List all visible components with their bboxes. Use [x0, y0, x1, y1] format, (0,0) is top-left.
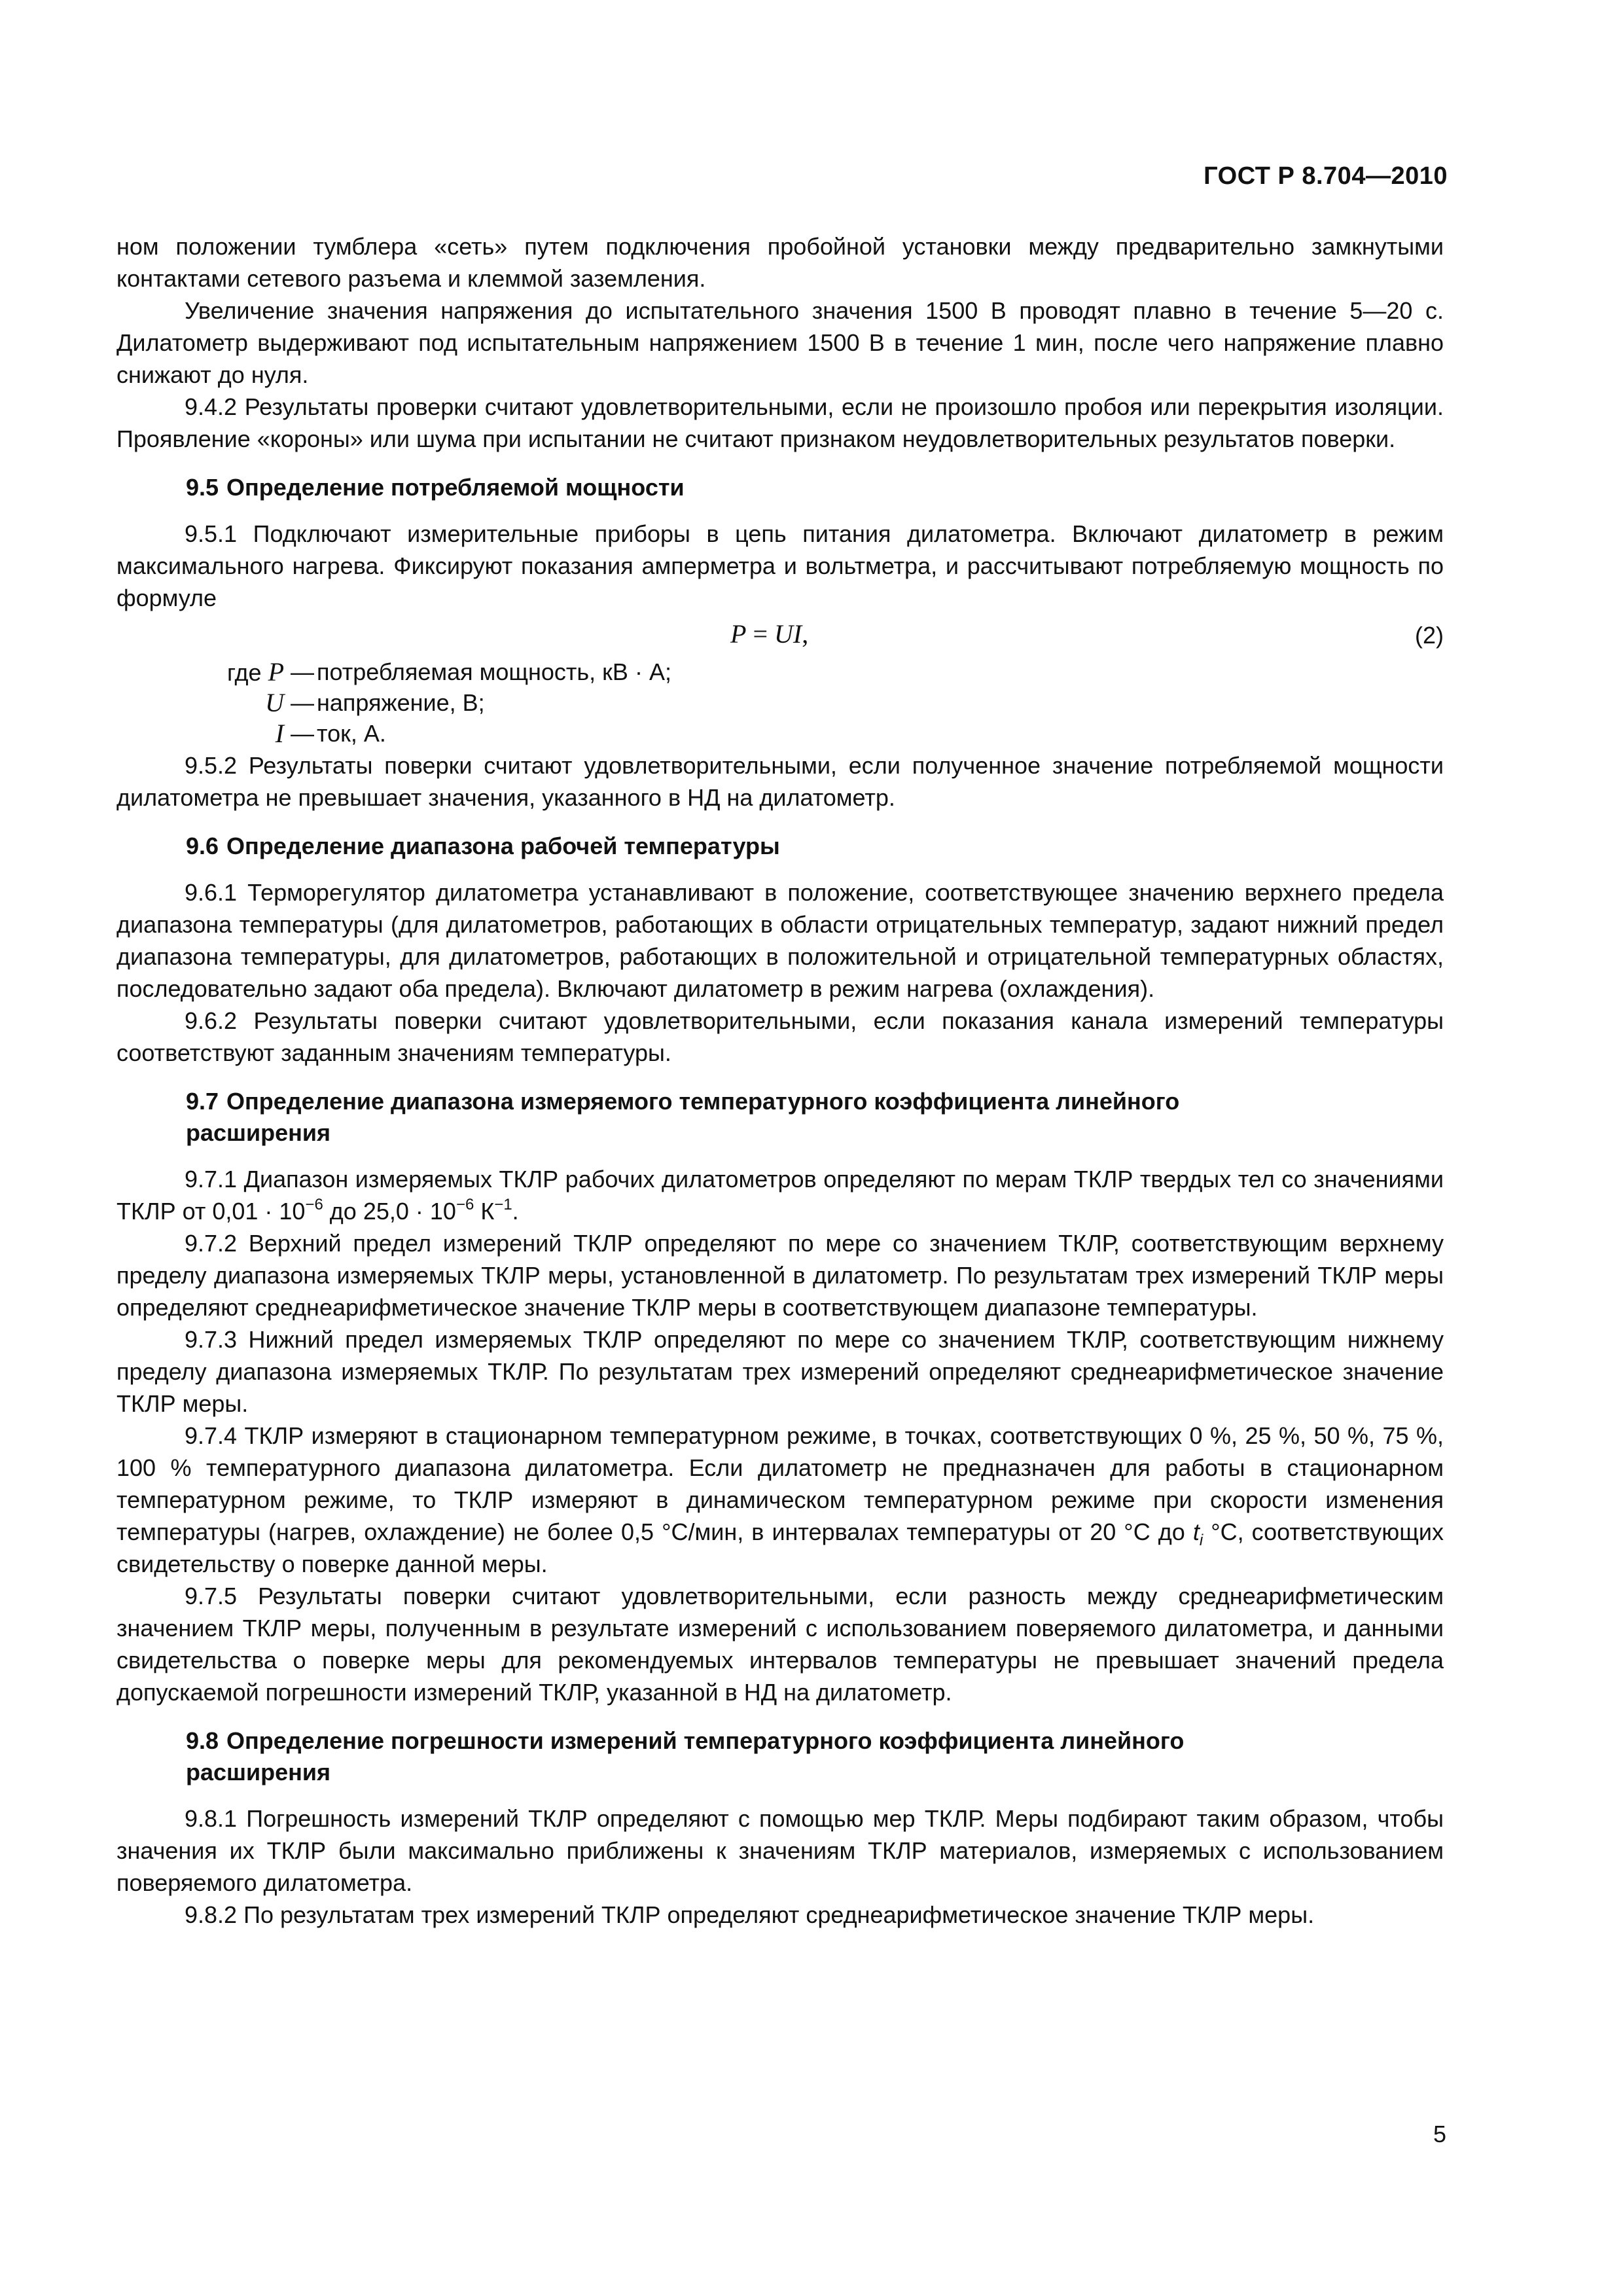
paragraph-9-7-3: 9.7.3 Нижний предел измеряемых ТКЛР определяют по мере со значением ТКЛР, соответствующим нижнему пределу диапазона измеряемых ТКЛР. По результатам трех измерений определяют среднеарифметическое значение ТКЛР меры.: [116, 1326, 1444, 1417]
heading-9-7: [186, 1086, 1444, 1149]
variable-definition-row: [116, 719, 1444, 749]
heading-9-6: [186, 831, 1444, 862]
text-run: °С, соответствующих свидетельству о поверке данной меры.: [116, 1518, 1444, 1577]
paragraph-9-8-2: 9.8.2 По результатам трех измерений ТКЛР определяют среднеарифметическое значение ТКЛР меры.: [185, 1901, 1315, 1928]
variable-description: ток, А.: [317, 720, 386, 747]
text-run: .: [512, 1198, 519, 1225]
variable-t: t: [1192, 1518, 1200, 1545]
superscript: −6: [455, 1196, 474, 1213]
document-body: [116, 230, 1444, 1931]
paragraph-9-7-2: 9.7.2 Верхний предел измерений ТКЛР определяют по мере со значением ТКЛР, соответствующим верхнему пределу диапазона измеряемых ТКЛР меры, установленной в дилатометр. По результатам трех измерений ТКЛР меры определяют среднеарифметическое значение ТКЛР меры в соответствующем диапазоне температуры.: [116, 1230, 1444, 1321]
paragraph-9-5-2: 9.5.2 Результаты поверки считают удовлетворительными, если полученное значение потребляемой мощности дилатометра не превышает значения, указанного в НД на дилатометр.: [116, 752, 1444, 811]
paragraph-9-7-5: 9.7.5 Результаты поверки считают удовлетворительными, если разность между среднеарифметическим значением ТКЛР меры, полученным в результате измерений с использованием поверяемого дилатометра, и данными свидетельства о поверке меры для рекомендуемых интервалов температуры не превышает значений предела допускаемой погрешности измерений ТКЛР, указанной в НД на дилатометр.: [116, 1583, 1444, 1706]
superscript: −1: [494, 1196, 512, 1213]
text-run: 9.7.1 Диапазон измеряемых ТКЛР рабочих дилатометров определяют по мерам ТКЛР твердых тел со значениями ТКЛР от 0,01 · 10: [116, 1166, 1444, 1225]
heading-text: Определение потребляемой мощности: [226, 474, 685, 501]
paragraph-continuation: ном положении тумблера «сеть» путем подключения пробойной установки между предварительно замкнутыми контактами сетевого разъема и клеммой заземления.: [116, 233, 1444, 292]
heading-9-8: [186, 1725, 1444, 1788]
heading-text-line2: расширения: [186, 1119, 331, 1146]
formula-2: [116, 617, 1444, 656]
variable-symbol: [116, 657, 291, 688]
paragraph-9-7-1: [116, 1163, 1444, 1227]
paragraph-9-5-1: 9.5.1 Подключают измерительные приборы в цепь питания дилатометра. Включают дилатометр в режим максимального нагрева. Фиксируют показания амперметра и вольтметра, и рассчитывают потребляемую мощность по формуле: [116, 520, 1444, 611]
paragraph-9-8-1: 9.8.1 Погрешность измерений ТКЛР определяют с помощью мер ТКЛР. Меры подбирают таким образом, чтобы значения их ТКЛР были максимально приближены к значениям ТКЛР материалов, измеряемых с использованием поверяемого дилатометра.: [116, 1805, 1444, 1896]
variable-definition-row: [116, 688, 1444, 719]
variable-description: потребляемая мощность, кВ · А;: [317, 658, 671, 685]
text-run: до 25,0 · 10: [323, 1198, 456, 1225]
text-run: К: [474, 1198, 495, 1225]
where-prefix: где: [227, 659, 262, 686]
document-header: ГОСТ Р 8.704—2010: [1204, 162, 1448, 190]
paragraph-9-7-4: [116, 1420, 1444, 1580]
paragraph-9-4-2: 9.4.2 Результаты проверки считают удовлетворительными, если не произошло пробоя или перекрытия изоляции. Проявление «короны» или шума при испытании не считают признаком неудовлетворительных результатов поверки.: [116, 393, 1444, 452]
heading-number: 9.8: [186, 1727, 219, 1754]
formula-lhs: P: [730, 619, 747, 649]
variable-name: P: [268, 657, 284, 687]
variable-name: I: [275, 719, 284, 748]
variable-definition-row: [116, 657, 1444, 688]
paragraph-voltage-increase: Увеличение значения напряжения до испытательного значения 1500 В проводят плавно в течение 5—20 с. Дилатометр выдерживают под испытательным напряжением 1500 В в течение 1 мин, после чего напряжение плавно снижают до нуля.: [116, 297, 1444, 388]
definition-dash: —: [291, 720, 314, 747]
superscript: −6: [305, 1196, 323, 1213]
text-run: 9.7.4 ТКЛР измеряют в стационарном температурном режиме, в точках, соответствующих 0 %, 25 %, 50 %, 75 %, 100 % температурного диапазона дилатометра. Если дилатометр не предназначен для работы в стационарном температурном режиме, то ТКЛР измеряют в динамическом температурном режиме при скорости изменения температуры (нагрев, охлаждение) не более 0,5 °С/мин, в интервалах температуры от 20 °С до: [116, 1422, 1444, 1545]
paragraph-9-6-2: 9.6.2 Результаты поверки считают удовлетворительными, если показания канала измерений температуры соответствуют заданным значениям температуры.: [116, 1007, 1444, 1066]
variable-name: U: [265, 688, 284, 717]
formula-equals: =: [746, 619, 774, 649]
definition-dash: —: [291, 689, 314, 716]
heading-text: Определение погрешности измерений температурного коэффициента линейного: [226, 1727, 1185, 1754]
formula-tail: ,: [802, 619, 809, 649]
variable-description: напряжение, В;: [317, 689, 485, 716]
heading-number: 9.6: [186, 833, 219, 859]
heading-number: 9.5: [186, 474, 219, 501]
subscript-index: i: [1199, 1532, 1204, 1550]
formula-rhs: UI: [774, 619, 802, 649]
variable-symbol: [116, 719, 291, 749]
heading-text: Определение диапазона измеряемого температурного коэффициента линейного: [226, 1088, 1180, 1115]
variable-symbol: [116, 688, 291, 719]
heading-number: 9.7: [186, 1088, 219, 1115]
formula-number: (2): [1415, 622, 1444, 649]
heading-text: Определение диапазона рабочей температуры: [226, 833, 780, 859]
page-number: 5: [1433, 2121, 1446, 2147]
heading-text-line2: расширения: [186, 1759, 331, 1785]
definition-dash: —: [291, 658, 314, 685]
heading-9-5: [186, 472, 1444, 503]
variable-definitions: [116, 657, 1444, 749]
formula-expression: [730, 618, 808, 650]
paragraph-9-6-1: 9.6.1 Терморегулятор дилатометра устанавливают в положение, соответствующее значению верхнего предела диапазона температуры (для дилатометров, работающих в области отрицательных температур, задают нижний предел диапазона температуры, для дилатометров, работающих в положительной и отрицательной температурных областях, последовательно задают оба предела). Включают дилатометр в режим нагрева (охлаждения).: [116, 879, 1444, 1002]
